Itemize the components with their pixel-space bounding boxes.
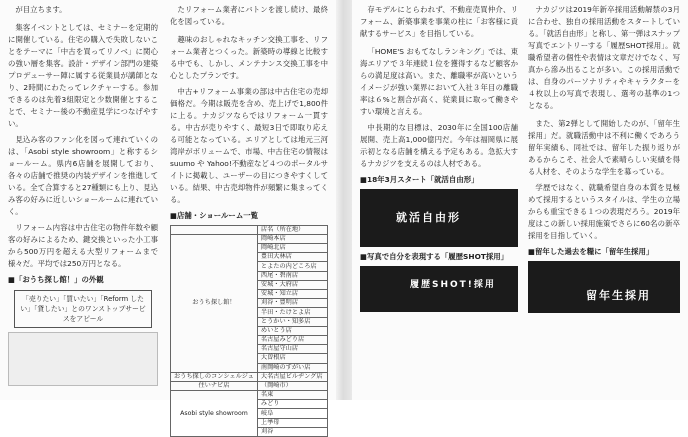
store-name: めいとう店 bbox=[257, 326, 327, 335]
store-category: おうち探し館！ bbox=[171, 234, 258, 372]
service-callout: 「売りたい」「買いたい」「Reform したい」「貸したい」とのワンストップサービスをアピール bbox=[14, 290, 152, 329]
store-name: 大曽根店 bbox=[257, 354, 327, 363]
showroom-paragraph: 見込み客のファン化を図って連れていくのは、「Asobi style showroom」と称するショールーム。県内6店舗を展開しており、各々の店舗で推奨の内装デザインを推進している。全て合算すると27種類にも上り、見込み客の好みに近しいショールームに連れていく。 bbox=[8, 134, 158, 216]
store-name: 安城・知立店 bbox=[257, 290, 327, 299]
store-name: 刈谷・豊明店 bbox=[257, 299, 327, 308]
snapshot-photo-title: 履歴SHOT!採用 bbox=[410, 279, 496, 290]
reform-paragraph: リフォーム内容は中古住宅の物件年数や顧客の好みによるため、鍵交換といった小工事から500万円を超える大型リフォームまで様々だ。平均では250万円となる。 bbox=[8, 222, 158, 268]
store-table-caption: ■店舗・ショールーム一覧 bbox=[170, 210, 258, 220]
store-row bbox=[171, 381, 328, 390]
store-name: 岐阜 bbox=[257, 409, 327, 418]
exterior-caption: ■「おうち探し館！」の外観 bbox=[8, 274, 104, 284]
right-col1-lead: 存モデルにとらわれず、不動産売買仲介、リフォーム、新築事業を事業の柱に「お客様に貢献するサービス」を目指している。 bbox=[360, 5, 518, 38]
resale-paragraph: 中古+リフォーム事業の部は中古住宅の売却価格だ。今期は販売を含め、売上げで1,800件に上る。ナカジツならではリフォーム一貫する。中古が売りやすく、最短3日で即取り応える可能となっている。エリアとしては地元三河湾岸がボリュームで、市場、中古住宅の情報は suumo や Yahoo!不動産など４つのポータルサイトに掲載し、ユーザーの目につきやすくしている。結果、中古売却物件が頻繁に集まってくる。 bbox=[170, 86, 328, 204]
store-category: Asobi style showroom bbox=[171, 391, 258, 437]
recruit-photo-caption: ■18年3月スタート「就活自由形」 bbox=[360, 174, 479, 184]
store-category: おうち探しのコンシェルジュ bbox=[171, 372, 258, 381]
left-column-1 bbox=[8, 4, 158, 386]
right-page bbox=[352, 0, 688, 400]
kitchen-paragraph: 趣味のおしゃれなキッチン交換工事を、リフォーム業者とつくった。新築時の導線と比較する中でも、しかし、メンテナンス交換工事を中心としたプランです。 bbox=[170, 34, 328, 80]
snapshot-photo bbox=[360, 266, 518, 312]
store-name: 名古屋みどり店 bbox=[257, 335, 327, 344]
ryunen-photo-title: 留年生採用 bbox=[586, 288, 651, 302]
store-category: 住いナビ店 bbox=[171, 381, 258, 390]
store-table bbox=[170, 225, 328, 437]
store-table-header-blank bbox=[171, 225, 258, 234]
goal-paragraph: 中長期的な目標は、2030年に全国100店舗展開、売上高1,000億円だ。今年は福岡県に展示初となる店舗を構える予定もある。急拡大するナカジツを支えるのは人材である。 bbox=[360, 122, 518, 168]
left-column-2 bbox=[170, 4, 328, 437]
store-row bbox=[171, 391, 328, 400]
store-name: みどり bbox=[257, 400, 327, 409]
store-name: 豊田大林店 bbox=[257, 253, 327, 262]
store-name: 刈谷 bbox=[257, 427, 327, 436]
store-name: 上挙母 bbox=[257, 418, 327, 427]
page-gutter bbox=[336, 0, 352, 400]
ryunen-photo-caption: ■留年した過去を糧に「留年生採用」 bbox=[528, 246, 654, 256]
target-paragraph: 学歴ではなく、就職希望自身の本質を見極めて採用するというスタイルは、学生の立場からも重宝できる１つの表現だろう。2019年度はこの新しい採用施策でさらに60名の新卒採用を目指していく。 bbox=[528, 182, 680, 240]
store-name: とうかい・知多店 bbox=[257, 317, 327, 326]
recruit-photo bbox=[360, 189, 518, 247]
store-name: 半田・たけとよ店 bbox=[257, 308, 327, 317]
storefront-photo bbox=[8, 332, 158, 386]
seminar-paragraph: 集客イベントとしては、セミナーを定期的に開催している。住宅の購入で失敗しないことをテーマに「中古を買ってリノベ」に関心の強い層を集客。設計・デザイン部門の建築プロデューサー陣に属する従業員が講師となり、2時間にわたってレクチャーする。参加できるのは先着3組限定と少数開催とすることで、セミナー後の不動産見学につなげやすい。 bbox=[8, 22, 158, 128]
ranking-paragraph: 「HOME'S おもてなしランキング」では、東海エリアで３年連続１位を獲得するなど顧客からの満足度は高い。また、離職率が高いというイメージが強い業界において入社３年目の離職率は６%と割合が高く、従業員に取って働きやすい環境と言える。 bbox=[360, 46, 518, 116]
store-name: （岡崎市） bbox=[257, 381, 327, 390]
left-col1-lead: が目立ちます。 bbox=[15, 5, 67, 14]
left-page bbox=[0, 0, 336, 435]
store-name: とよたの内どころ店 bbox=[257, 262, 327, 271]
store-table-header: 店名（所在地） bbox=[257, 225, 327, 234]
recruit-photo-title: 就活自由形 bbox=[396, 210, 461, 224]
right-column-2 bbox=[528, 4, 680, 313]
ryunen-photo bbox=[528, 261, 680, 313]
store-name: 岡崎北店 bbox=[257, 244, 327, 253]
store-name: 名東 bbox=[257, 391, 327, 400]
right-col2-lead: ナカジツは2019年新卒採用活動解禁の3月に合わせ、独自の採用活動をスタートしている。「就活自由形」と称し、第一弾はスナップ写真でエントリーする「履歴SHOT採用」。就職希望者の個性や表情は文章だけでなく、写真から滲み出ることが多い。この採用活動では、自身のパーソナリティやキャラクターを４枚以上の写真で表現し、選考の基準の1つとなる。 bbox=[528, 5, 680, 110]
repeat-year-paragraph: また、第2弾として開始したのが、「留年生採用」だ。就職活動中は不利に働くであろう留年実績も、同社では、留年した振り返りがあるからこそ、社会人で素晴らしい実績を得る人材を、そのような学生を募っている。 bbox=[528, 118, 680, 176]
store-name: 安城・大府店 bbox=[257, 280, 327, 289]
store-name: 名古屋守山店 bbox=[257, 345, 327, 354]
store-name: 南岡崎のすがい店 bbox=[257, 363, 327, 372]
store-name: 大名古屋ビルヂング店 bbox=[257, 372, 327, 381]
store-row bbox=[171, 372, 328, 381]
store-row bbox=[171, 234, 328, 243]
left-col2-lead: たリフォーム業者にバトンを渡し続け、最終化を図っている。 bbox=[170, 5, 328, 26]
right-column-1 bbox=[360, 4, 518, 312]
store-name: 西尾・碧南店 bbox=[257, 271, 327, 280]
store-name: 岡崎本店 bbox=[257, 234, 327, 243]
snapshot-photo-caption: ■写真で自分を表現する「履歴SHOT採用」 bbox=[360, 251, 509, 261]
